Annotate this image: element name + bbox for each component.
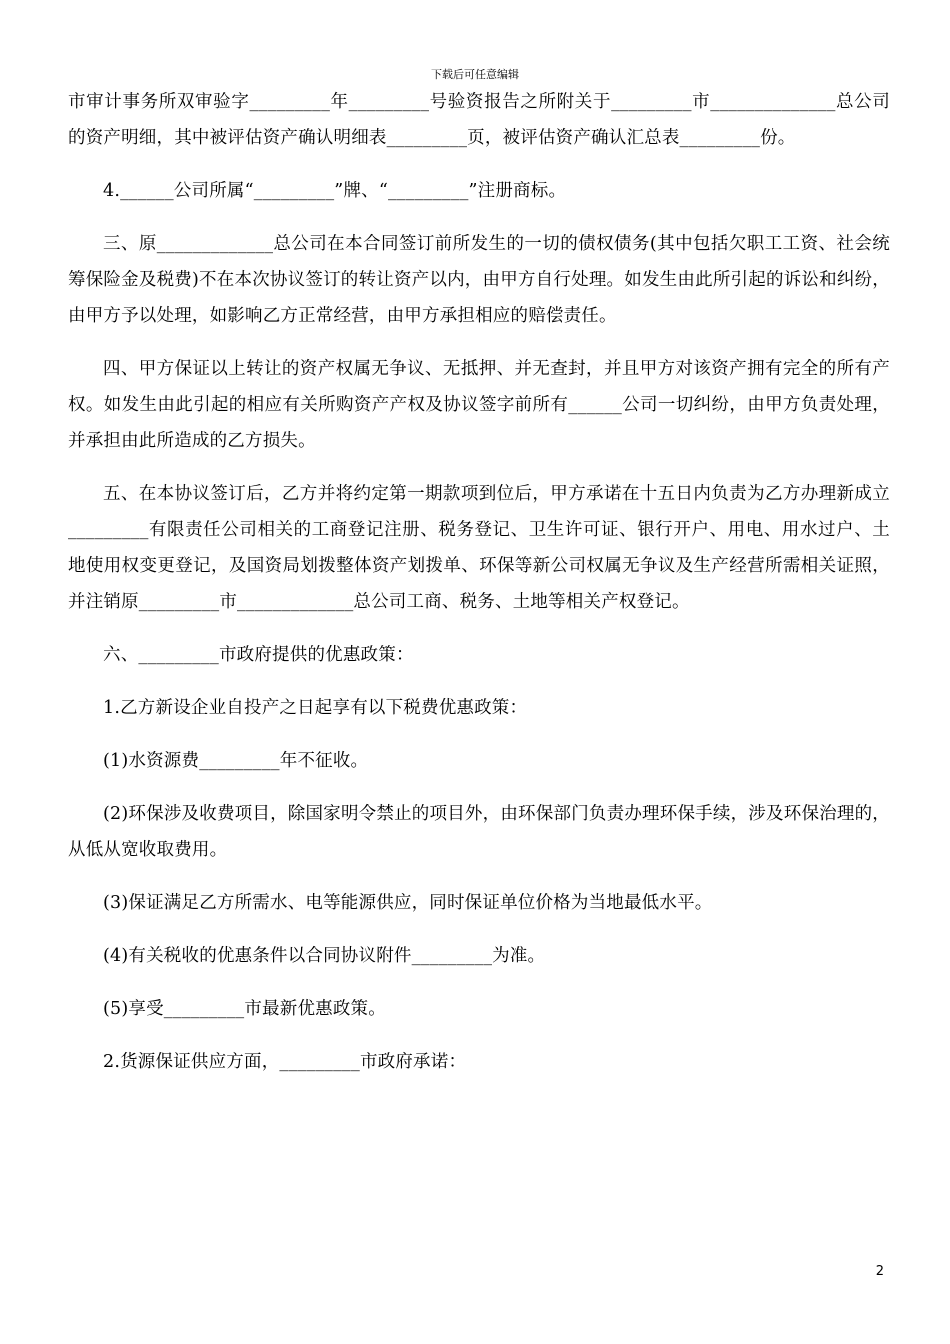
page-number: 2 — [875, 1264, 884, 1279]
paragraph-supply-guarantee: 2.货源保证供应方面，_________市政府承诺： — [103, 1052, 467, 1072]
paragraph-section-5: 五、在本协议签订后，乙方并将约定第一期款项到位后，甲方承诺在十五日内负责为乙方办理新成立_________有限责任公司相关的工商登记注册、税务登记、卫生许可证、银行开户、用电、用水过户、土地使用权变更登记，及国资局划拨整体资产划拨单、环保等新公司权属无争议及生产经营所需相关证照，并注销原_________市_____________总公司工商、税务、土地等相关产权登记。 — [68, 484, 890, 612]
paragraph-tax-policy: 1.乙方新设企业自投产之日起享有以下税费优惠政策： — [103, 698, 528, 718]
download-note: 下载后可任意编辑 — [431, 68, 519, 81]
paragraph-section-6-heading: 六、_________市政府提供的优惠政策： — [103, 645, 414, 665]
paragraph-item-1: (1)水资源费_________年不征收。 — [103, 751, 369, 771]
paragraph-section-4: 四、甲方保证以上转让的资产权属无争议、无抵押、并无查封，并且甲方对该资产拥有完全的所有产权。如发生由此引起的相应有关所购资产产权及协议签字前所有______公司一切纠纷，由甲方负责处理，并承担由此所造成的乙方损失。 — [68, 359, 890, 451]
paragraph-item-5: (5)享受_________市最新优惠政策。 — [103, 999, 386, 1019]
paragraph-trademark: 4.______公司所属“_________”牌、“_________”注册商标。 — [103, 181, 567, 201]
document-body — [68, 84, 890, 1097]
paragraph-asset-detail: 市审计事务所双审验字_________年_________号验资报告之所附关于_________市______________总公司的资产明细，其中被评估资产确认明细表_________页，被评估资产确认汇总表_________份。 — [68, 92, 890, 148]
paragraph-item-3: (3)保证满足乙方所需水、电等能源供应，同时保证单位价格为当地最低水平。 — [103, 893, 713, 913]
paragraph-item-4: (4)有关税收的优惠条件以合同协议附件_________为准。 — [103, 946, 546, 966]
paragraph-item-2: (2)环保涉及收费项目，除国家明令禁止的项目外，由环保部门负责办理环保手续，涉及环保治理的，从低从宽收取费用。 — [68, 804, 890, 860]
paragraph-section-3: 三、原_____________总公司在本合同签订前所发生的一切的债权债务(其中包括欠职工工资、社会统筹保险金及税费)不在本次协议签订的转让资产以内，由甲方自行处理。如发生由此所引起的诉讼和纠纷，由甲方予以处理，如影响乙方正常经营，由甲方承担相应的赔偿责任。 — [68, 234, 890, 326]
